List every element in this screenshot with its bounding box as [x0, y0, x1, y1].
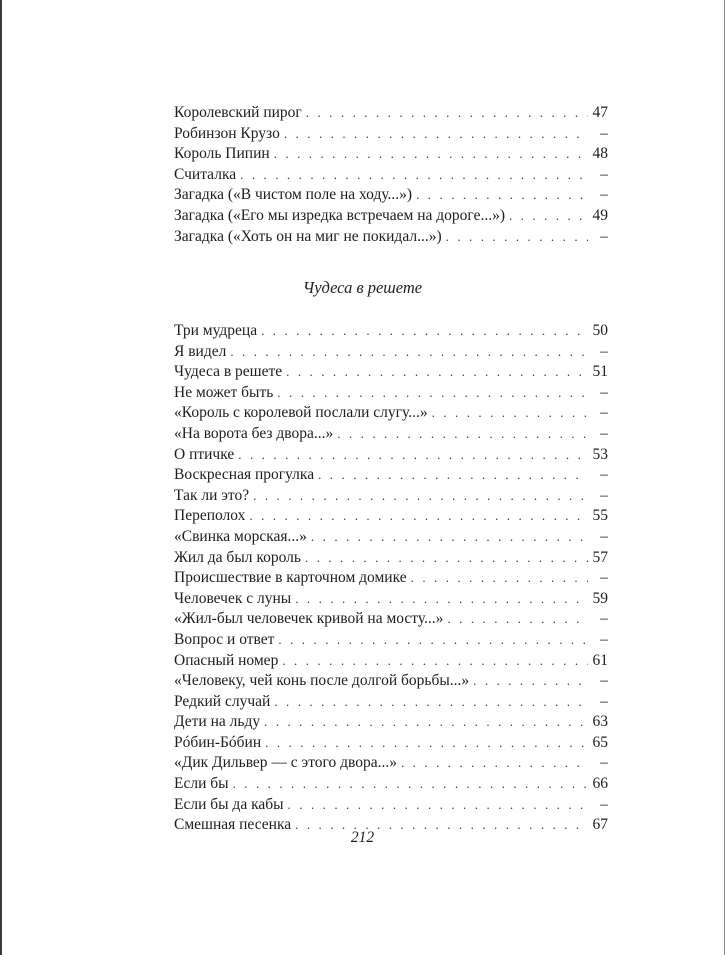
toc-leader-dots [305, 548, 588, 569]
toc-entry-title: Если бы да кабы [174, 795, 284, 813]
toc-leader-dots [401, 753, 588, 774]
toc-entry [174, 321, 608, 342]
toc-entry-title: Переполох [174, 507, 246, 525]
toc-leader-dots [295, 589, 588, 610]
toc-leader-dots [264, 712, 588, 733]
toc-leader-dots [286, 362, 588, 383]
toc-entry [174, 712, 608, 733]
toc-entry-page: – [600, 486, 608, 504]
toc-entry-page: – [600, 610, 608, 628]
toc-entry-title: Смешная песенка [174, 816, 292, 834]
toc-entry-page: – [600, 404, 608, 422]
toc-entry-title: Чудеса в решете [174, 363, 283, 381]
toc-entry [174, 795, 608, 816]
toc-entry-title: Жил да был король [174, 548, 301, 566]
toc-entry-page: – [600, 342, 608, 360]
toc-entry [174, 124, 608, 145]
toc-leader-dots [230, 342, 588, 363]
toc-entry [174, 692, 608, 713]
toc-entry-page: 66 [592, 775, 608, 793]
toc-entry-title: Происшествие в карточном домике [174, 569, 407, 587]
toc-entry-title: «Король с королевой послали слугу...» [174, 404, 428, 422]
toc-entry [174, 527, 608, 548]
toc-entry-title: Рóбин-Бóбин [174, 733, 262, 751]
toc-entry-title: Не может быть [174, 383, 274, 401]
toc-entry [174, 445, 608, 466]
toc-entry [174, 506, 608, 527]
toc-entry-page: 57 [592, 548, 608, 566]
toc-entry-title: Вопрос и ответ [174, 630, 275, 648]
toc-leader-dots [288, 795, 588, 816]
toc-leader-dots [473, 671, 588, 692]
section-heading: Чудеса в решете [302, 278, 423, 297]
toc-leader-dots [509, 206, 588, 227]
toc-entry-page: 61 [592, 651, 608, 669]
toc-entry-page: – [600, 754, 608, 772]
toc-entry-title: Если бы [174, 775, 229, 793]
toc-entry-title: Королевский пирог [174, 104, 302, 121]
toc-entry-page: 49 [592, 206, 608, 224]
toc-entry [174, 383, 608, 404]
toc-leader-dots [447, 609, 588, 630]
toc-entry [174, 342, 608, 363]
toc-leader-dots [233, 774, 588, 795]
toc-leader-dots [411, 568, 588, 589]
toc-entry [174, 165, 608, 186]
toc-leader-dots [277, 383, 588, 404]
toc-list-top [174, 103, 608, 247]
toc-entry [174, 753, 608, 774]
toc-leader-dots [253, 486, 588, 507]
toc-entry-page: – [600, 424, 608, 442]
toc-entry-page: – [600, 186, 608, 204]
toc-entry-title: Дети на льду [174, 713, 261, 731]
toc-entry [174, 465, 608, 486]
page-number: 212 [350, 829, 375, 846]
toc-entry [174, 103, 608, 124]
toc-leader-dots [261, 321, 588, 342]
toc-entry-title: Робинзон Крузо [174, 124, 280, 142]
toc-entry [174, 486, 608, 507]
toc-entry-title: «Свинка морская...» [174, 527, 307, 545]
toc-entry-title: Загадка («Хоть он на миг не покидал...») [174, 227, 442, 245]
toc-leader-dots [274, 144, 588, 165]
toc-entry-title: Воскресная прогулка [174, 466, 315, 484]
toc-entry-page: 53 [592, 445, 608, 463]
toc-entry-title: Три мудреца [174, 322, 258, 339]
toc-entry-title: Я видел [174, 342, 227, 360]
toc-entry [174, 651, 608, 672]
toc-entry [174, 630, 608, 651]
toc-entry-title: Загадка («Его мы изредка встречаем на дороге...») [174, 206, 505, 224]
toc-leader-dots [265, 733, 588, 754]
toc-entry [174, 589, 608, 610]
toc-entry-title: Загадка («В чистом поле на ходу...») [174, 186, 413, 204]
toc-leader-dots [318, 465, 588, 486]
toc-list-section [174, 321, 608, 836]
toc-entry-page: – [600, 124, 608, 142]
toc-entry-page: – [600, 466, 608, 484]
toc-entry-title: О птичке [174, 445, 235, 463]
toc-leader-dots [249, 506, 588, 527]
toc-leader-dots [240, 165, 588, 186]
toc-entry-page: 48 [592, 145, 608, 163]
toc-leader-dots [446, 227, 588, 248]
toc-entry-page: – [600, 527, 608, 545]
toc-leader-dots [282, 651, 588, 672]
toc-leader-dots [337, 424, 588, 445]
toc-leader-dots [432, 403, 588, 424]
toc-entry [174, 206, 608, 227]
toc-entry [174, 424, 608, 445]
toc-entry [174, 227, 608, 248]
toc-entry-page: – [600, 795, 608, 813]
toc-entry-page: 50 [592, 322, 608, 339]
toc-entry [174, 403, 608, 424]
toc-entry [174, 362, 608, 383]
toc-entry [174, 609, 608, 630]
toc-leader-dots [278, 630, 588, 651]
toc-entry-page: – [600, 165, 608, 183]
toc-entry-page: 47 [592, 104, 608, 121]
toc-entry-title: «Дик Дильвер — с этого двора...» [174, 754, 397, 772]
toc-entry-page: – [600, 630, 608, 648]
toc-leader-dots [284, 124, 588, 145]
toc-leader-dots [416, 185, 588, 206]
toc-entry [174, 733, 608, 754]
toc-entry [174, 185, 608, 206]
toc-entry [174, 671, 608, 692]
toc-leader-dots [311, 527, 588, 548]
toc-entry-page: – [600, 569, 608, 587]
toc-leader-dots [306, 103, 588, 124]
toc-entry-title: Король Пипин [174, 145, 270, 163]
toc-entry-title: «Жил-был человечек кривой на мосту...» [174, 610, 444, 628]
toc-entry-title: «Человеку, чей конь после долгой борьбы...» [174, 672, 470, 690]
toc-entry-page: 51 [592, 363, 608, 381]
toc-entry-page: – [600, 672, 608, 690]
toc-entry-title: Редкий случай [174, 692, 271, 710]
toc-entry [174, 774, 608, 795]
toc-entry [174, 144, 608, 165]
toc-entry [174, 548, 608, 569]
toc-entry-page: – [600, 227, 608, 245]
toc-entry-title: «На ворота без двора...» [174, 424, 334, 442]
toc-entry-page: 59 [592, 589, 608, 607]
toc-entry-title: Человечек с луны [174, 589, 292, 607]
toc-leader-dots [274, 692, 588, 713]
toc-entry-page: 67 [592, 816, 608, 834]
toc-entry [174, 568, 608, 589]
toc-entry-page: – [600, 383, 608, 401]
toc-leader-dots [238, 445, 588, 466]
toc-entry-title: Считалка [174, 165, 237, 183]
toc-entry-page: – [600, 692, 608, 710]
page-edge-left [0, 0, 2, 955]
toc-entry-page: 55 [592, 507, 608, 525]
toc-entry-title: Опасный номер [174, 651, 279, 669]
toc-entry-title: Так ли это? [174, 486, 250, 504]
toc-entry-page: 63 [592, 713, 608, 731]
toc-entry-page: 65 [592, 733, 608, 751]
